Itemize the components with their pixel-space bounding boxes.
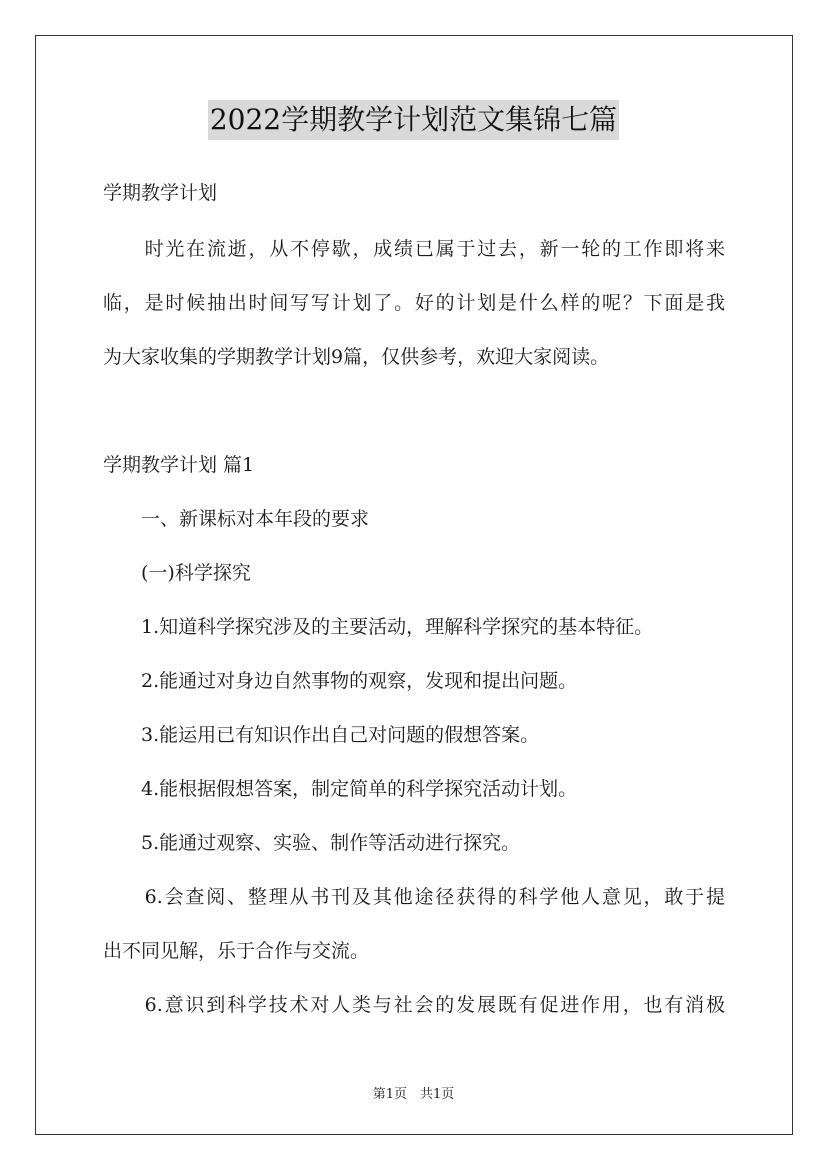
document-title: 2022学期教学计划范文集锦七篇 <box>208 100 619 140</box>
list-item: 1.知道科学探究涉及的主要活动，理解科学探究的基本特征。 <box>103 616 654 638</box>
title-container <box>0 100 827 140</box>
page-footer: 第1页 共1页 <box>372 1087 455 1102</box>
list-item: 3.能运用已有知识作出自己对问题的假想答案。 <box>103 724 540 746</box>
list-item: 2.能通过对身边自然事物的观察，发现和提出问题。 <box>103 670 578 692</box>
list-item: 出不同见解，乐于合作与交流。 <box>103 940 370 962</box>
list-item: 6.会查阅、整理从书刊及其他途径获得的科学他人意见，敢于提 <box>103 886 725 908</box>
paragraph-line: 时光在流逝，从不停歇，成绩已属于过去，新一轮的工作即将来 <box>103 238 725 260</box>
section-heading: 学期教学计划 篇1 <box>103 454 255 476</box>
paragraph-line: 一、新课标对本年段的要求 <box>103 508 370 530</box>
paragraph-line: (一)科学探究 <box>103 562 251 584</box>
section-heading: 学期教学计划 <box>103 182 218 204</box>
list-item: 6.意识到科学技术对人类与社会的发展既有促进作用，也有消极 <box>103 994 725 1016</box>
list-item: 4.能根据假想答案，制定简单的科学探究活动计划。 <box>103 778 578 800</box>
list-item: 5.能通过观察、实验、制作等活动进行探究。 <box>103 832 521 854</box>
paragraph-line: 为大家收集的学期教学计划9篇，仅供参考，欢迎大家阅读。 <box>103 346 610 368</box>
paragraph-line: 临，是时候抽出时间写写计划了。好的计划是什么样的呢？下面是我 <box>103 292 725 314</box>
